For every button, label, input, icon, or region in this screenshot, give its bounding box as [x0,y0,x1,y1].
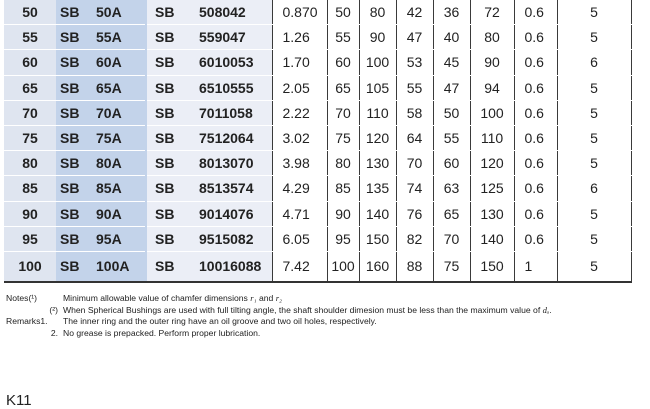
width-C-cell: 63 [433,176,470,201]
width-B-cell: 58 [396,100,433,125]
part-number-cell: SB 8513574 [146,176,272,201]
angle-cell: 5 [557,25,631,50]
mass-cell: 1.26 [272,25,327,50]
size-cell: 55 [4,25,56,50]
shoulder-da-cell: 125 [470,176,514,201]
mass-cell: 2.22 [272,100,327,125]
note-2 [6,305,552,317]
bore-d-cell: 80 [327,151,359,176]
mass-cell: 2.05 [272,75,327,100]
mass-cell: 4.29 [272,176,327,201]
size-cell: 85 [4,176,56,201]
size-cell: 50 [4,0,56,25]
outer-D-cell: 150 [359,226,396,251]
mass-cell: 3.02 [272,125,327,150]
table-row [4,50,631,75]
width-B-cell: 64 [396,125,433,150]
model-code-cell: SB 50A [56,0,146,25]
model-code-cell: SB 95A [56,226,146,251]
mass-cell: 7.42 [272,251,327,282]
outer-D-cell: 105 [359,75,396,100]
shoulder-da-cell: 150 [470,251,514,282]
size-cell: 95 [4,226,56,251]
bore-d-cell: 75 [327,125,359,150]
model-code-cell: SB 75A [56,125,146,150]
part-number-cell: SB 6010053 [146,50,272,75]
table-row [4,201,631,226]
chamfer-r-cell: 0.6 [514,50,557,75]
outer-D-cell: 120 [359,125,396,150]
table-row [4,25,631,50]
width-C-cell: 75 [433,251,470,282]
shoulder-da-cell: 80 [470,25,514,50]
shoulder-da-cell: 94 [470,75,514,100]
bore-d-cell: 100 [327,251,359,282]
part-number-cell: SB 7512064 [146,125,272,150]
outer-D-cell: 160 [359,251,396,282]
shoulder-da-cell: 72 [470,0,514,25]
chamfer-r-cell: 0.6 [514,151,557,176]
shoulder-da-cell: 140 [470,226,514,251]
model-code-cell: SB 90A [56,201,146,226]
table-row [4,226,631,251]
model-code-cell: SB 80A [56,151,146,176]
width-B-cell: 88 [396,251,433,282]
bore-d-cell: 60 [327,50,359,75]
model-code-cell: SB 60A [56,50,146,75]
width-B-cell: 47 [396,25,433,50]
width-C-cell: 36 [433,0,470,25]
width-B-cell: 82 [396,226,433,251]
size-cell: 60 [4,50,56,75]
table-row [4,0,631,25]
width-C-cell: 70 [433,226,470,251]
width-C-cell: 50 [433,100,470,125]
part-number-cell: SB 7011058 [146,100,272,125]
chamfer-r-cell: 0.6 [514,226,557,251]
part-number-cell: SB 9014076 [146,201,272,226]
note-1-label: Notes(¹) [6,293,38,303]
size-cell: 65 [4,75,56,100]
page-label: K11 [6,392,32,409]
bore-d-cell: 50 [327,0,359,25]
width-C-cell: 45 [433,50,470,75]
width-C-cell: 47 [433,75,470,100]
bore-d-cell: 95 [327,226,359,251]
notes-block [6,293,552,339]
note-1 [6,293,552,305]
width-B-cell: 70 [396,151,433,176]
angle-cell: 6 [557,176,631,201]
chamfer-r-cell: 0.6 [514,125,557,150]
note-2-text: When Spherical Bushings are used with full tilting angle, the shaft shoulder dimesion must be less than the maximum value of dₐ. [63,304,552,315]
part-number-cell: SB 559047 [146,25,272,50]
mass-cell: 1.70 [272,50,327,75]
table-row [4,151,631,176]
model-code-cell: SB 65A [56,75,146,100]
outer-D-cell: 135 [359,176,396,201]
shoulder-da-cell: 110 [470,125,514,150]
outer-D-cell: 100 [359,50,396,75]
mass-cell: 4.71 [272,201,327,226]
angle-cell: 5 [557,151,631,176]
bore-d-cell: 55 [327,25,359,50]
width-B-cell: 53 [396,50,433,75]
table-row [4,100,631,125]
angle-cell: 5 [557,125,631,150]
angle-cell: 5 [557,201,631,226]
part-number-cell: SB 6510555 [146,75,272,100]
bore-d-cell: 65 [327,75,359,100]
angle-cell: 5 [557,251,631,282]
chamfer-r-cell: 0.6 [514,201,557,226]
outer-D-cell: 90 [359,25,396,50]
size-cell: 90 [4,201,56,226]
model-code-cell: SB 100A [56,251,146,282]
shoulder-da-cell: 130 [470,201,514,226]
chamfer-r-cell: 0.6 [514,25,557,50]
part-number-cell: SB 10016088 [146,251,272,282]
model-code-cell: SB 85A [56,176,146,201]
bore-d-cell: 90 [327,201,359,226]
size-cell: 75 [4,125,56,150]
bore-d-cell: 85 [327,176,359,201]
bore-d-cell: 70 [327,100,359,125]
shoulder-da-cell: 120 [470,151,514,176]
remark-1 [6,316,552,328]
width-C-cell: 55 [433,125,470,150]
mass-cell: 0.870 [272,0,327,25]
note-1-text: Minimum allowable value of chamfer dimensions r₁ and r₂ [63,293,283,303]
spec-table-body [4,0,631,282]
width-C-cell: 40 [433,25,470,50]
remark-2 [6,328,552,340]
mass-cell: 3.98 [272,151,327,176]
spec-table [4,0,632,283]
chamfer-r-cell: 0.6 [514,75,557,100]
note-2-label: (²) [49,304,58,315]
table-row [4,176,631,201]
width-B-cell: 74 [396,176,433,201]
outer-D-cell: 110 [359,100,396,125]
size-cell: 80 [4,151,56,176]
part-number-cell: SB 508042 [146,0,272,25]
width-C-cell: 65 [433,201,470,226]
angle-cell: 5 [557,0,631,25]
shoulder-da-cell: 90 [470,50,514,75]
remark-2-text: No grease is prepacked. Perform proper lubrication. [63,327,261,338]
width-B-cell: 55 [396,75,433,100]
chamfer-r-cell: 0.6 [514,0,557,25]
width-B-cell: 76 [396,201,433,226]
table-row [4,125,631,150]
angle-cell: 6 [557,50,631,75]
remark-1-label: Remarks1. [6,316,48,327]
table-row [4,75,631,100]
part-number-cell: SB 8013070 [146,151,272,176]
model-code-cell: SB 70A [56,100,146,125]
chamfer-r-cell: 0.6 [514,176,557,201]
remark-1-text: The inner ring and the outer ring have an oil groove and two oil holes, respectively. [63,316,377,327]
angle-cell: 5 [557,100,631,125]
width-B-cell: 42 [396,0,433,25]
width-C-cell: 60 [433,151,470,176]
part-number-cell: SB 9515082 [146,226,272,251]
remark-2-label: 2. [50,327,58,338]
model-code-cell: SB 55A [56,25,146,50]
angle-cell: 5 [557,226,631,251]
outer-D-cell: 80 [359,0,396,25]
mass-cell: 6.05 [272,226,327,251]
outer-D-cell: 130 [359,151,396,176]
size-cell: 100 [4,251,56,282]
shoulder-da-cell: 100 [470,100,514,125]
chamfer-r-cell: 0.6 [514,100,557,125]
size-cell: 70 [4,100,56,125]
chamfer-r-cell: 1 [514,251,557,282]
table-row [4,251,631,282]
outer-D-cell: 140 [359,201,396,226]
angle-cell: 5 [557,75,631,100]
